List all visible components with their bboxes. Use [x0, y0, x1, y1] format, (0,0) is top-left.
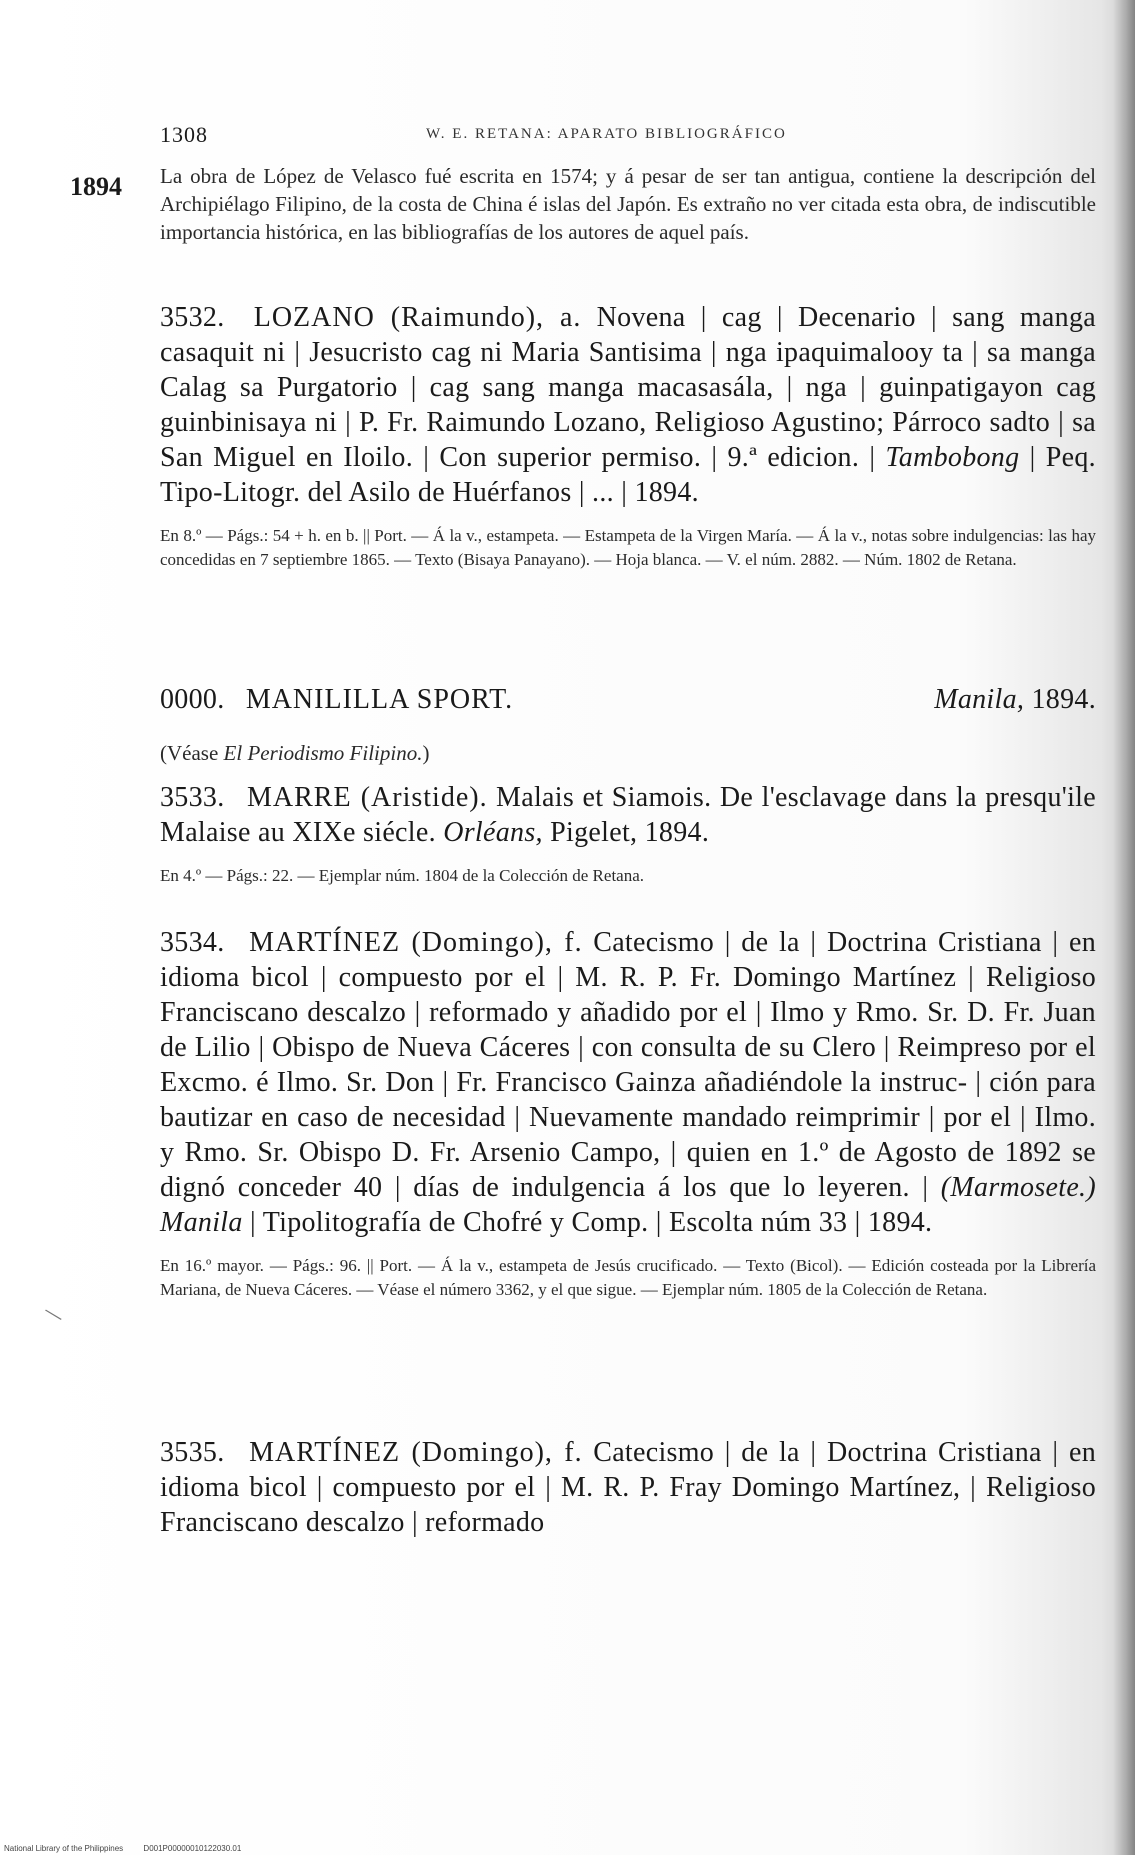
- entry-3533: [160, 780, 1096, 888]
- entry-imprint: Pigelet, 1894.: [550, 817, 710, 848]
- entry-notes: En 8.º — Págs.: 54 + h. en b. || Port. — Á la v., estampeta. — Estampeta de la Virgen María. — Á la v., notas sobre indulgencias: las hay concedidas en 7 septiembre 1865. — Texto (Bisaya Panayano). — Hoja blanca. — V. el núm. 2882. — Núm. 1802 de Retana.: [160, 526, 1096, 569]
- entry-title: MANILILLA SPORT.: [245, 684, 514, 715]
- entry-year: 1894.: [1031, 684, 1096, 715]
- entry-3535: [160, 1435, 1096, 1540]
- entry-number: 3534.: [160, 927, 225, 958]
- entry-number: 3532.: [160, 302, 225, 333]
- stray-pencil-mark: \: [41, 1301, 66, 1329]
- scan-footer: [4, 1844, 259, 1853]
- entry-main-text: [160, 780, 1096, 850]
- entry-place: Tambobong: [885, 442, 1020, 473]
- entry-notes: En 16.º mayor. — Págs.: 96. || Port. — Á la v., estampeta de Jesús crucificado. — Texto (Bicol). — Edición costeada por la Librería Mariana, de Nueva Cáceres. — Véase el número 3362, y el que sigue. — Ejemplar núm. 1805 de la Colección de Retana.: [160, 1256, 1096, 1299]
- page-number: 1308: [160, 122, 208, 147]
- see-title: El Periodismo Filipino.: [223, 741, 423, 765]
- entry-main-text: [160, 925, 1096, 1240]
- page-edge-shadow: [1113, 0, 1135, 1855]
- entry-main-text: [160, 682, 1096, 717]
- entry-description: Catecismo | de la | Doctrina Cristiana | en idioma bicol | compuesto por el | M. R. P. Fray Domingo Martínez, | Religioso Franciscano descalzo | reformado: [160, 1437, 1096, 1538]
- footer-code: D001P00000010122030.01: [143, 1844, 242, 1853]
- entry-number: 3533.: [160, 782, 225, 813]
- entry-number: 0000.: [160, 684, 225, 715]
- entry-place: Manila,: [934, 684, 1025, 715]
- margin-year: 1894: [70, 172, 122, 201]
- entry-main-text: [160, 300, 1096, 510]
- entry-place: Orléans,: [443, 817, 543, 848]
- entry-description: Novena | cag | Decenario | sang manga casaquit ni | Jesucristo cag ni Maria Santisima | nga ipaquimalooy ta | sa manga Calag sa Purgatorio | cag sang manga macasasála, | nga | guinpatigayon cag guinbinisaya ni | P. Fr. Raimundo Lozano, Religioso Agustino; Párroco sadto | sa San Miguel en Iloilo. | Con superior permiso. | 9.ª edicion. |: [160, 302, 1096, 473]
- entry-imprint: | Tipolitografía de Chofré y Comp. | Escolta núm 33 | 1894.: [250, 1207, 933, 1238]
- entry-author: MARTÍNEZ (Domingo), f.: [249, 927, 583, 958]
- entry-notes: En 4.º — Págs.: 22. — Ejemplar núm. 1804 de la Colección de Retana.: [160, 866, 645, 885]
- entry-imprint: | Peq. Tipo-Litogr. del Asilo de Huérfanos | ... | 1894.: [160, 442, 1096, 508]
- entry-main-text: [160, 1435, 1096, 1540]
- entry-description: Catecismo | de la | Doctrina Cristiana | en idioma bicol | compuesto por el | M. R. P. Fr. Domingo Martínez | Religioso Franciscano descalzo | reformado y añadido por el | Ilmo y Rmo. Sr. D. Fr. Juan de Lilio | Obispo de Nueva Cáceres | con consulta de su Clero | Reimpreso por el Excmo. é Ilmo. Sr. Don | Fr. Francisco Gainza añadiéndole la instruc- | ción para bautizar en caso de necesidad | Nuevamente mandado reimprimir | por el | Ilmo. y Rmo. Sr. Obispo D. Fr. Arsenio Campo, | quien en 1.º de Agosto de 1892 se dignó conceder 40 | días de indulgencia á los que lo leyeren. |: [160, 927, 1096, 1203]
- entry-author: LOZANO (Raimundo), a.: [253, 302, 582, 333]
- entry-number: 3535.: [160, 1437, 225, 1468]
- entry-author: MARTÍNEZ (Domingo), f.: [249, 1437, 583, 1468]
- entry-3534: [160, 925, 1096, 1302]
- entry-3532: [160, 300, 1096, 572]
- intro-paragraph: La obra de López de Velasco fué escrita en 1574; y á pesar de ser tan antigua, contiene la descripción del Archipiélago Filipino, de la costa de China é islas del Japón. Es extraño no ver citada esta obra, de indiscutible importancia histórica, en las bibliografías de los autores de aquel país.: [160, 164, 1096, 244]
- see-prefix: (Véase: [160, 741, 224, 765]
- entry-author: MARRE (Aristide).: [246, 782, 488, 813]
- entry-place-year: [934, 682, 1096, 717]
- footer-library: National Library of the Philippines: [4, 1844, 124, 1853]
- entry-0000: [160, 682, 1096, 766]
- running-head: [160, 122, 1055, 152]
- running-title: W. E. RETANA: APARATO BIBLIOGRÁFICO: [426, 126, 787, 142]
- entry-marker: (Marmosete.): [940, 1172, 1096, 1203]
- see-reference: [160, 741, 1096, 766]
- entry-place: Manila: [160, 1207, 243, 1238]
- entry-description: Malais et Siamois. De l'esclavage dans la presqu'ile Malaise au XIXe siécle.: [160, 782, 1096, 848]
- see-suffix: ): [422, 741, 430, 765]
